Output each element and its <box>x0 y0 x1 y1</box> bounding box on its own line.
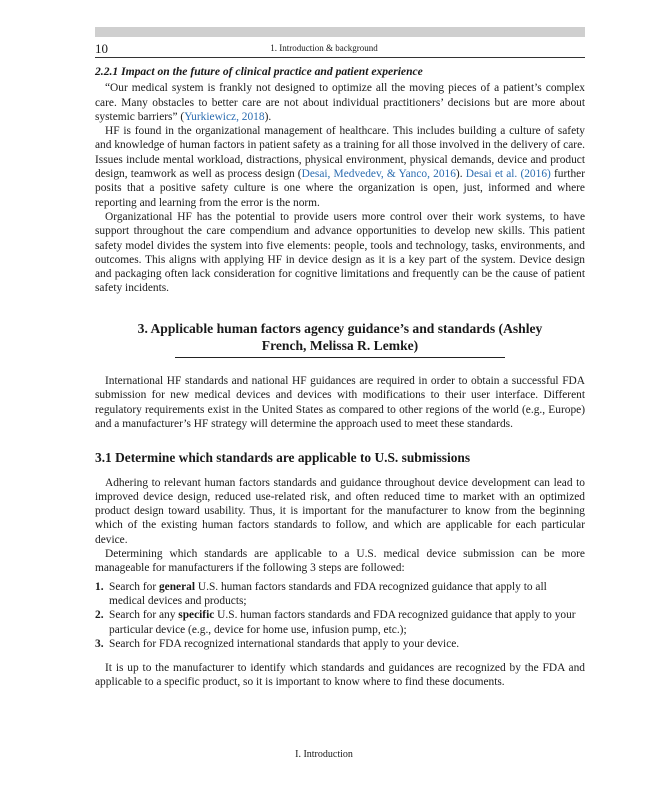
paragraph: Adhering to relevant human factors standards and guidance throughout device development can lead to improved device design, reduced use-related risk, and often reduced time to market with an optimized product design toward usability. Thus, it is important for the manufacturer to know from the beginning which of the existing human factors standards to follow, and which are applicable for each particular device. <box>95 476 585 546</box>
steps-list <box>95 580 585 651</box>
citation-link[interactable]: Desai et al. (2016) <box>465 168 551 181</box>
section-2-2-1-heading: 2.2.1 Impact on the future of clinical practice and patient experience <box>95 65 423 78</box>
title-line: 3. Applicable human factors agency guidance’s and standards (Ashley <box>137 320 543 336</box>
list-text <box>109 637 459 651</box>
citation-link[interactable]: Yurkiewicz, 2018 <box>184 110 265 123</box>
text: U.S. human factors standards and FDA recognized guidance that apply to your particular device (e.g., device for home use, infusion pump, etc.); <box>109 609 576 636</box>
text: U.S. human factors standards and FDA recognized guidance that apply to all medical devices and products; <box>109 580 547 607</box>
list-text <box>109 580 585 609</box>
list-item <box>95 637 585 651</box>
list-item <box>95 608 585 637</box>
page-number: 10 <box>95 41 108 56</box>
list-item <box>95 580 585 609</box>
emphasis: specific <box>178 609 215 622</box>
list-text <box>109 608 585 637</box>
paragraph: International HF standards and national HF guidances are required in order to obtain a successful FDA submission for new medical devices and devices with modifications to their user interface. Different regulatory requirements exist in the United States as compared to other regions of the world (e.g., Europe) and a manufacturer’s HF strategy will determine the approach used to meet these standards. <box>95 375 585 430</box>
page-content <box>95 65 585 690</box>
list-number: 3. <box>95 637 104 650</box>
list-number: 2. <box>95 609 104 622</box>
section-3-heading <box>95 320 585 358</box>
heading-rule <box>175 357 505 358</box>
text: HF is found in the organizational management of healthcare. This includes building a culture of safety and knowledge of human factors in patient safety as a training for all those involved in the delivery of care. Issues include mental workload, distractions, physical environment, physical demands, device and product design, teamwork as well as process design ( <box>95 125 585 181</box>
paragraph: Determining which standards are applicable to a U.S. medical device submission can be more manageable for manufacturers if the following 3 steps are followed: <box>95 548 585 575</box>
text: Search for <box>109 580 159 593</box>
text: Search for any <box>109 609 179 622</box>
paragraph <box>95 81 585 124</box>
header-rule <box>95 57 585 58</box>
paragraph: Organizational HF has the potential to provide users more control over their work systems, to have support throughout the care compendium and advance opportunities to develop new skills. This patient safety model divides the system into five elements: people, tools and technology, tasks, environments, and outcomes. This aligns with applying HF in device design as it is a key part of the system. Device design and packaging often lack consideration for cognitive limitations and frequently can be the cause of patient safety incidents. <box>95 210 585 295</box>
footer: I. Introduction <box>295 749 353 760</box>
paragraph <box>95 124 585 210</box>
text: further posits that a positive safety culture is one where the organization is open, just, informed and where reporting and learning from the error is the norm. <box>95 168 585 209</box>
text: ). <box>455 168 466 181</box>
header-bar <box>95 27 585 37</box>
section-3-title <box>138 320 543 354</box>
text: “Our medical system is frankly not designed to optimize all the moving pieces of a patient’s complex care. Many obstacles to better care are not about individual practitioners’ decisions but are more about systemic barriers” ( <box>95 82 585 123</box>
citation-link[interactable]: Desai, Medvedev, & Yanco, 2016 <box>301 168 456 181</box>
section-3-1-heading: 3.1 Determine which standards are applicable to U.S. submissions <box>95 450 471 466</box>
running-head: 1. Introduction & background <box>270 43 378 53</box>
emphasis: general <box>158 580 196 593</box>
title-line: French, Melissa R. Lemke) <box>261 337 419 353</box>
list-number: 1. <box>95 580 104 593</box>
paragraph: It is up to the manufacturer to identify which standards and guidances are recognized by the FDA and applicable to a specific product, so it is important to know where to find these documents. <box>95 662 585 689</box>
text: Search for FDA recognized international standards that apply to your device. <box>109 637 460 650</box>
text: ). <box>264 110 272 123</box>
